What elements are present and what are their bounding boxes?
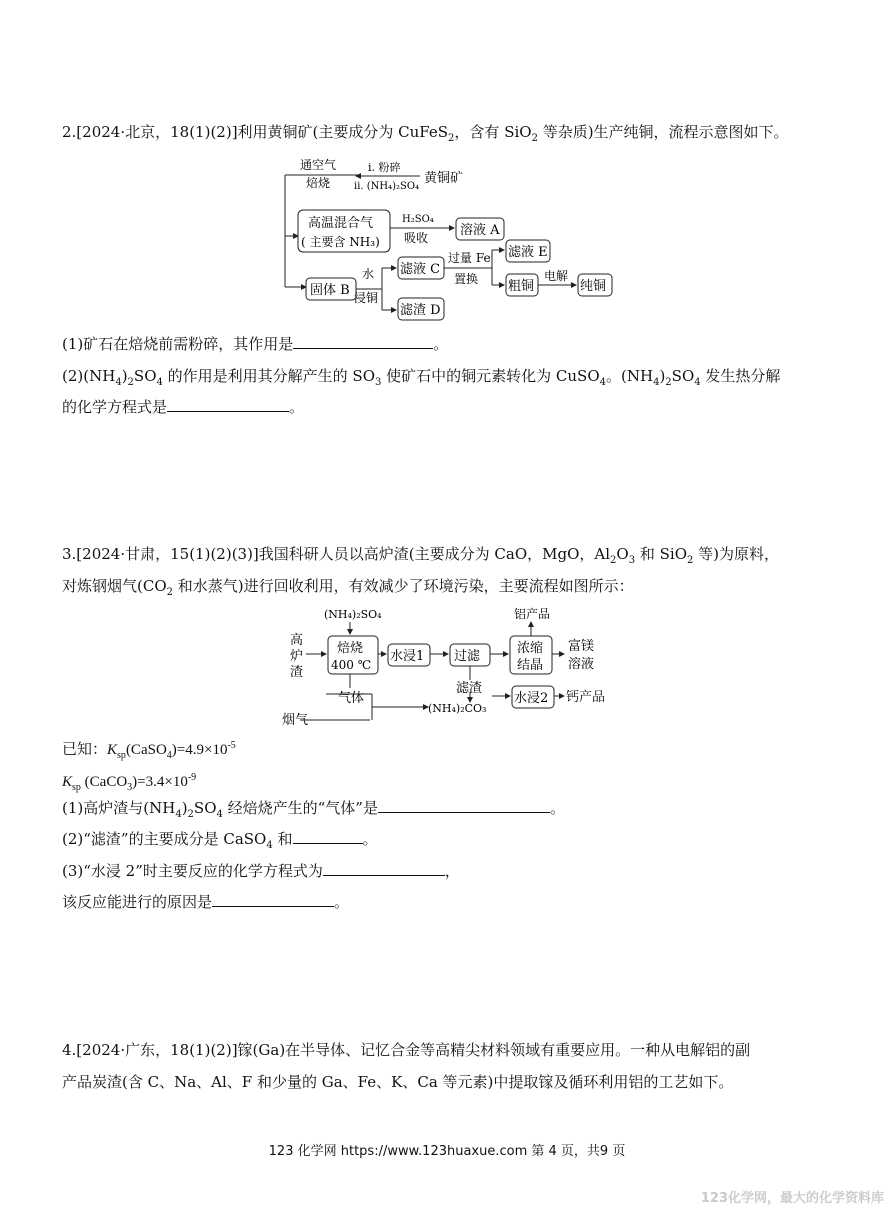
svg-text:置换: 置换 (454, 272, 479, 286)
svg-text:结晶: 结晶 (517, 658, 544, 673)
svg-text:浓缩: 浓缩 (517, 641, 544, 656)
svg-text:过滤: 过滤 (454, 649, 481, 664)
svg-text:钙产品: 钙产品 (566, 690, 606, 705)
svg-text:滤液 E: 滤液 E (508, 245, 548, 260)
svg-text:固体 B: 固体 B (310, 283, 350, 298)
q3-sub3: (3)“水浸 2”时主要反应的化学方程式为 ， (62, 862, 460, 880)
svg-text:滤渣 D: 滤渣 D (400, 303, 441, 318)
q3-sub2: (2)“滤渣”的主要成分是 CaSO$_4$ 和 。 (62, 830, 378, 851)
svg-text:高温混合气: 高温混合气 (308, 216, 374, 231)
q3-known-1: 已知：$K_{sp}(CaSO_4)=4.9\times 10^{-5}$ (62, 740, 236, 761)
air-label: 通空气 (300, 158, 337, 172)
page-footer: 123 化学网 https://www.123huaxue.com 第 4 页，共9 页 (268, 1144, 626, 1159)
svg-text:( 主要含 NH₃): ( 主要含 NH₃) (301, 235, 380, 249)
svg-text:吸收: 吸收 (404, 231, 429, 245)
svg-text:滤液 C: 滤液 C (400, 262, 441, 277)
svg-text:溶液 A: 溶液 A (460, 223, 500, 238)
svg-text:H₂SO₄: H₂SO₄ (402, 214, 434, 225)
q2-sub1: (1)矿石在焙烧前需粉碎，其作用是 。 (62, 335, 449, 353)
svg-text:炉: 炉 (290, 649, 304, 664)
svg-text:电解: 电解 (544, 269, 569, 283)
q4-line1: 4.[2024·广东，18(1)(2)]镓(Ga)在半导体、记忆合金等高精尖材料领域有重要应用。一种从电解铝的副 (62, 1041, 751, 1059)
svg-text:铝产品: 铝产品 (514, 607, 551, 621)
site-watermark: 123化学网，最大的化学资料库 (700, 1191, 884, 1206)
svg-text:浸铜: 浸铜 (354, 291, 379, 305)
svg-text:水浸1: 水浸1 (390, 649, 425, 664)
ore-label: 黄铜矿 (424, 171, 464, 186)
svg-text:(NH₄)₂SO₄: (NH₄)₂SO₄ (324, 608, 382, 621)
q3-sub1: (1)高炉渣与$(NH_4)_2SO_4$ 经焙烧产生的“气体”是 。 (62, 799, 565, 820)
svg-text:400 ℃: 400 ℃ (331, 658, 372, 672)
q2-sub2: $(2)(NH_4)_2SO_4$ 的作用是利用其分解产生的 $SO_3$ 使矿石中的铜元素转化为 CuSO$_4$。$(NH_4)_2SO_4$ 发生热分解 (62, 367, 781, 388)
q2-stem: 2.[2024·北京，18(1)(2)]利用黄铜矿(主要成分为 CuFeS$_2$，含有 SiO$_2$ 等杂质)生产纯铜，流程示意图如下。 (62, 123, 789, 144)
q2-flow-diagram (270, 152, 650, 324)
q2-sub2-line2: 的化学方程式是 。 (62, 398, 305, 416)
svg-text:(NH₄)₂CO₃: (NH₄)₂CO₃ (428, 702, 487, 715)
svg-text:滤渣: 滤渣 (456, 681, 483, 696)
step-i-label: ⅰ. 粉碎 (368, 161, 401, 174)
svg-text:焙烧: 焙烧 (337, 641, 364, 656)
svg-text:溶液: 溶液 (568, 657, 595, 672)
svg-text:气体: 气体 (338, 691, 365, 706)
svg-text:过量 Fe: 过量 Fe (448, 251, 491, 265)
svg-text:烟气: 烟气 (282, 713, 309, 728)
q3-stem-line2: 对炼钢烟气($CO_2$ 和水蒸气)进行回收利用，有效减少了环境污染，主要流程如图所示： (62, 577, 634, 598)
svg-text:富镁: 富镁 (568, 639, 595, 654)
q4-line2: 产品炭渣(含 C、Na、Al、F 和少量的 Ga、Fe、K、Ca 等元素)中提取镓及循环利用铝的工艺如下。 (62, 1073, 734, 1091)
svg-text:粗铜: 粗铜 (508, 279, 535, 294)
q3-known-2: $K_{sp}$ $(CaCO_3)=3.4\times 10^{-9}$ (62, 772, 197, 793)
svg-text:水: 水 (362, 267, 375, 281)
q3-sub3-line2: 该反应能进行的原因是 。 (62, 893, 350, 911)
svg-text:渣: 渣 (290, 665, 304, 680)
step-ii-label: ⅱ. (NH₄)₂SO₄ (354, 181, 420, 192)
svg-text:水浸2: 水浸2 (514, 691, 549, 706)
q3-stem-line1: 3.[2024·甘肃，15(1)(2)(3)]我国科研人员以高炉渣(主要成分为 CaO，MgO，$Al_2O_3$ 和 SiO$_2$ 等)为原料， (62, 545, 779, 566)
q3-flow-diagram (280, 602, 630, 728)
svg-text:纯铜: 纯铜 (580, 279, 607, 294)
roast-label: 焙烧 (306, 176, 331, 190)
svg-text:高: 高 (290, 633, 304, 648)
